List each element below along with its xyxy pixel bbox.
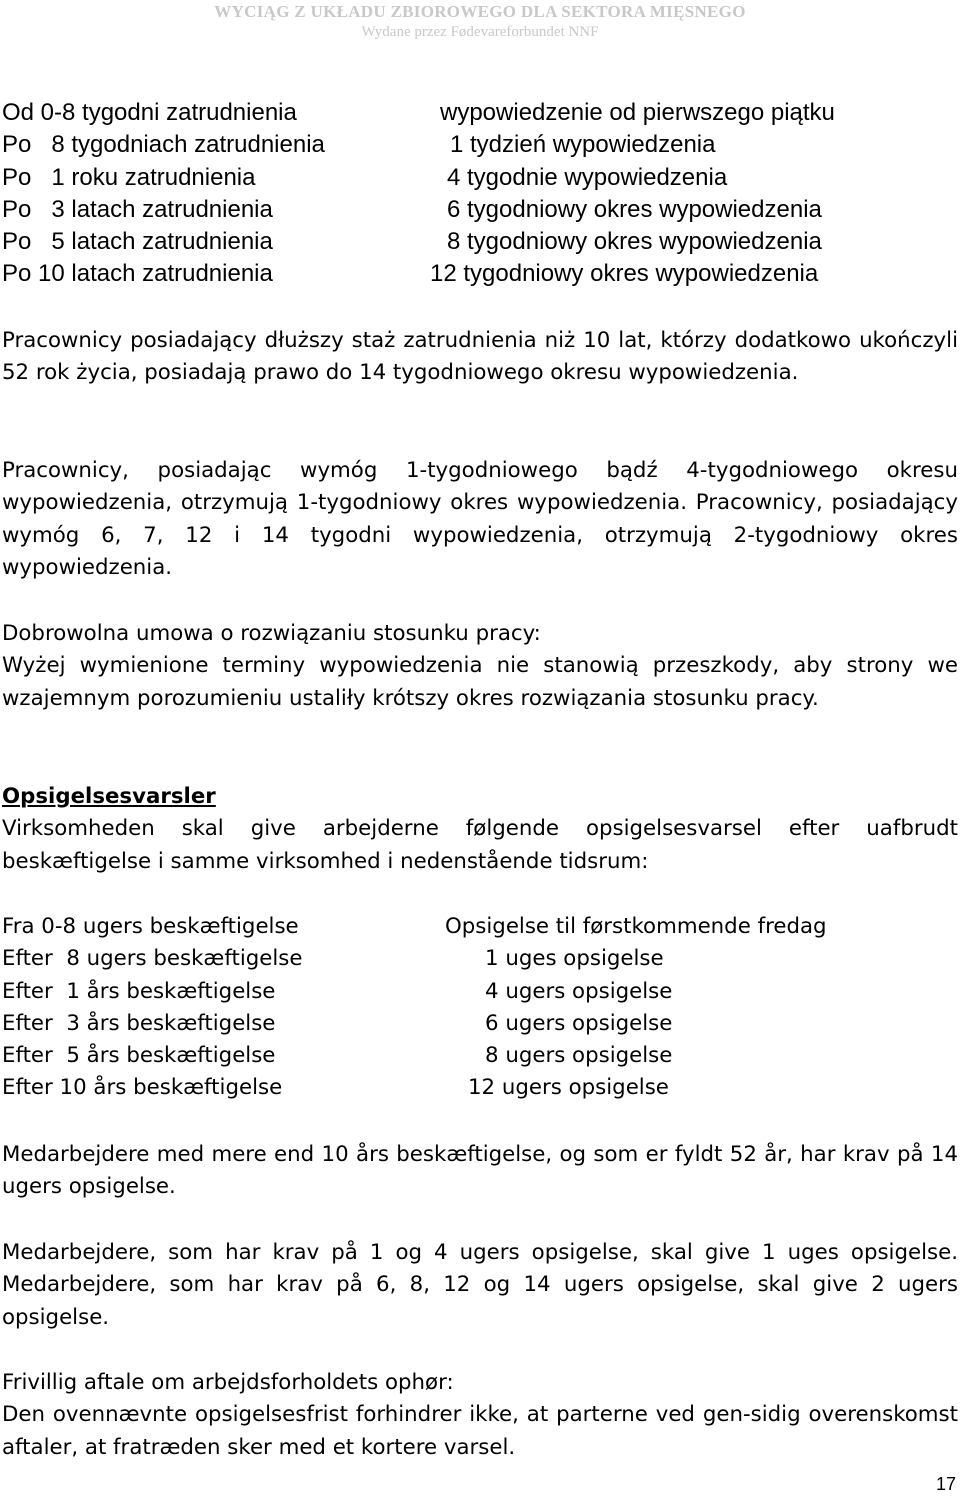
period-cell: Od 0-8 tygodni zatrudnienia (2, 99, 297, 126)
header-title: WYCIĄG Z UKŁADU ZBIOROWEGO DLA SEKTORA MIĘSNEGO (214, 2, 746, 21)
danish-paragraph-rules (2, 1237, 958, 1334)
polish-notice-table (0, 97, 960, 291)
paragraph-text: Pracownicy posiadający dłuższy staż zatrudnienia niż 10 lat, którzy dodatkowo ukończyli 52 rok życia, posiadają prawo do 14 tygodniowego okresu wypowiedzenia. (2, 328, 958, 386)
table-row (2, 911, 958, 943)
notice-cell: 8 ugers opsigelse (485, 1043, 673, 1069)
period-cell: Fra 0-8 ugers beskæftigelse (2, 914, 299, 939)
danish-section (2, 781, 958, 878)
notice-cell: 12 tygodniowy okres wypowiedzenia (430, 260, 819, 288)
table-row (0, 129, 960, 161)
table-row (2, 943, 958, 975)
paragraph-text: Medarbejdere, som har krav på 1 og 4 ugers opsigelse, skal give 1 uges opsigelse. Medarbejdere, som har krav på 6, 8, 12 og 14 ugers opsigelse, skal give 2 ugers opsigelse. (2, 1240, 958, 1330)
paragraph-text: Wyżej wymienione terminy wypowiedzenia nie stanowią przeszkody, aby strony we wzajemnym porozumieniu ustaliły krótszy okres rozwiązania stosunku pracy. (2, 653, 958, 711)
header-subtitle: Wydane przez Fødevareforbundet NNF (361, 24, 599, 40)
page-header (0, 0, 960, 43)
notice-cell: 6 tygodniowy okres wypowiedzenia (447, 195, 822, 223)
table-row (2, 976, 958, 1008)
danish-paragraph-age (2, 1139, 958, 1204)
table-row (0, 162, 960, 194)
danish-notice-table (2, 911, 958, 1105)
danish-intro: Virksomheden skal give arbejderne følgende opsigelsesvarsel efter uafbrudt beskæftigelse i samme virksomhed i nedenstående tidsrum: (2, 816, 958, 874)
table-row (0, 226, 960, 258)
notice-cell: wypowiedzenie od pierwszego piątku (440, 99, 835, 126)
period-cell: Po 8 tygodniach zatrudnienia (2, 131, 325, 159)
period-cell: Po 1 roku zatrudnienia (2, 163, 256, 191)
notice-cell: 1 uges opsigelse (485, 946, 664, 972)
paragraph-text: Pracownicy, posiadając wymóg 1-tygodniowego bądź 4-tygodniowego okresu wypowiedzenia, otrzymują 1-tygodniowy okres wypowiedzenia. Pracownicy, posiadający wymóg 6, 7, 12 i 14 tygodni wypowiedzenia, otrzymują 2-tygodniowy okres wypowiedzenia. (2, 458, 958, 580)
notice-cell: 4 tygodnie wypowiedzenia (447, 163, 728, 191)
polish-paragraph-rules (2, 455, 958, 584)
period-cell: Efter 5 års beskæftigelse (2, 1043, 276, 1069)
paragraph-text: Medarbejdere med mere end 10 års beskæftigelse, og som er fyldt 52 år, har krav på 14 ugers opsigelse. (2, 1142, 958, 1200)
polish-paragraph-age (2, 325, 958, 390)
table-row (0, 97, 960, 129)
polish-voluntary-section (2, 618, 958, 715)
notice-cell: 6 ugers opsigelse (485, 1010, 673, 1036)
section-title: Frivillig aftale om arbejdsforholdets ophør: (2, 1370, 454, 1395)
period-cell: Efter 1 års beskæftigelse (2, 978, 276, 1004)
notice-cell: 1 tydzień wypowiedzenia (450, 131, 716, 159)
period-cell: Po 3 latach zatrudnienia (2, 195, 273, 223)
period-cell: Po 10 latach zatrudnienia (2, 260, 273, 288)
notice-cell: 4 ugers opsigelse (485, 978, 673, 1004)
table-row (0, 194, 960, 226)
danish-heading: Opsigelsesvarsler (2, 784, 216, 809)
notice-cell: Opsigelse til førstkommende fredag (445, 914, 827, 939)
notice-cell: 8 tygodniowy okres wypowiedzenia (447, 228, 822, 256)
paragraph-text: Den ovennævnte opsigelsesfrist forhindrer ikke, at parterne ved gen-sidig overenskomst aftaler, at fratræden sker med et kortere varsel. (2, 1402, 958, 1460)
notice-cell: 12 ugers opsigelse (468, 1075, 669, 1101)
period-cell: Efter 10 års beskæftigelse (2, 1075, 283, 1101)
table-row (2, 1072, 958, 1104)
table-row (2, 1040, 958, 1072)
period-cell: Efter 3 års beskæftigelse (2, 1010, 276, 1036)
table-row (0, 258, 960, 290)
table-row (2, 1008, 958, 1040)
period-cell: Efter 8 ugers beskæftigelse (2, 946, 303, 972)
period-cell: Po 5 latach zatrudnienia (2, 228, 273, 256)
danish-voluntary-section (2, 1367, 958, 1464)
section-title: Dobrowolna umowa o rozwiązaniu stosunku pracy: (2, 621, 541, 646)
page-number: 17 (935, 1474, 956, 1494)
